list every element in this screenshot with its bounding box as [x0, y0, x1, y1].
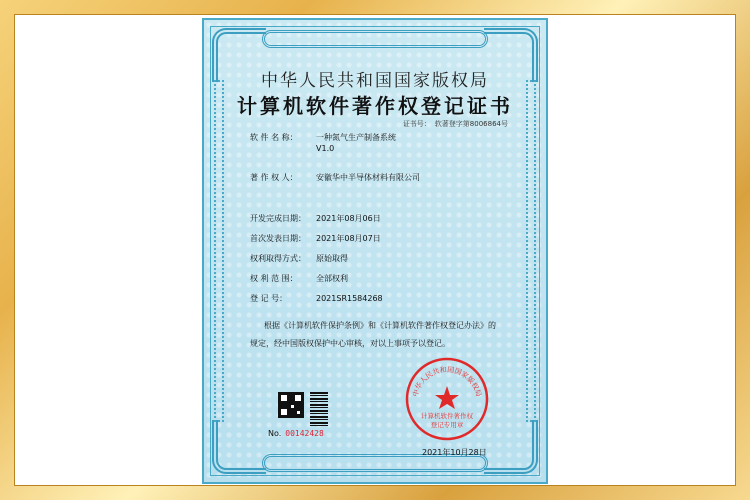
field-row: [250, 233, 381, 244]
seal-inner-line: 计算机软件著作权: [421, 412, 473, 420]
corner-ornament: [212, 420, 266, 474]
authority-title: 中华人民共和国国家版权局: [261, 71, 489, 91]
certificate-title: 计算机软件著作权登记证书: [237, 94, 513, 118]
corner-ornament: [484, 420, 538, 474]
field-label: 首次发表日期：: [250, 234, 306, 243]
field-label: 登 记 号：: [250, 294, 288, 303]
official-seal: [404, 356, 490, 442]
seal-ring-text: 中华人民共和国国家版权局: [411, 365, 483, 398]
certificate-number: [403, 119, 508, 129]
field-label: 开发完成日期：: [250, 214, 306, 223]
barcode-icon: [310, 392, 328, 426]
field-label: 权 利 范 围：: [250, 274, 298, 283]
cert-no-value: 软著登字第8006864号: [434, 120, 508, 128]
certificate: [202, 18, 548, 484]
field-value: V1.0: [316, 144, 335, 153]
field-label: 软 件 名 称：: [250, 133, 298, 142]
field-label: 著 作 权 人：: [250, 173, 298, 182]
serial-number: [268, 429, 324, 438]
issue-date: 2021年10月28日: [422, 448, 487, 457]
field-row: [250, 213, 381, 224]
side-border: [214, 80, 224, 422]
seal-inner-line: 登记专用章: [430, 421, 464, 429]
cert-no-label: 证书号：: [402, 120, 431, 128]
field-value: 一种氮气生产制备系统: [316, 133, 396, 142]
field-value: 2021SR1584268: [316, 294, 383, 303]
field-row: [250, 253, 348, 264]
field-value: 2021年08月06日: [316, 214, 381, 223]
qr-code-icon: [278, 392, 304, 418]
field-row: [250, 132, 396, 143]
field-row: [250, 293, 383, 304]
star-icon: [435, 386, 459, 409]
field-row: [250, 273, 348, 284]
field-value: 2021年08月07日: [316, 234, 381, 243]
legal-note-line: 规定，经中国版权保护中心审核，对以上事项予以登记。: [250, 339, 450, 348]
field-row: [250, 172, 420, 183]
field-value: 安徽华中半导体材料有限公司: [316, 173, 420, 182]
serial-value: 00142428: [285, 429, 324, 438]
serial-label: No.: [268, 429, 282, 438]
field-label: 权利取得方式：: [250, 254, 306, 263]
field-value: 全部权利: [316, 274, 348, 283]
top-scroll-ornament: [262, 30, 488, 48]
side-border: [526, 80, 536, 422]
legal-note-line: 根据《计算机软件保护条例》和《计算机软件著作权登记办法》的: [264, 321, 496, 330]
field-value: 原始取得: [316, 254, 348, 263]
field-row: [250, 144, 334, 153]
